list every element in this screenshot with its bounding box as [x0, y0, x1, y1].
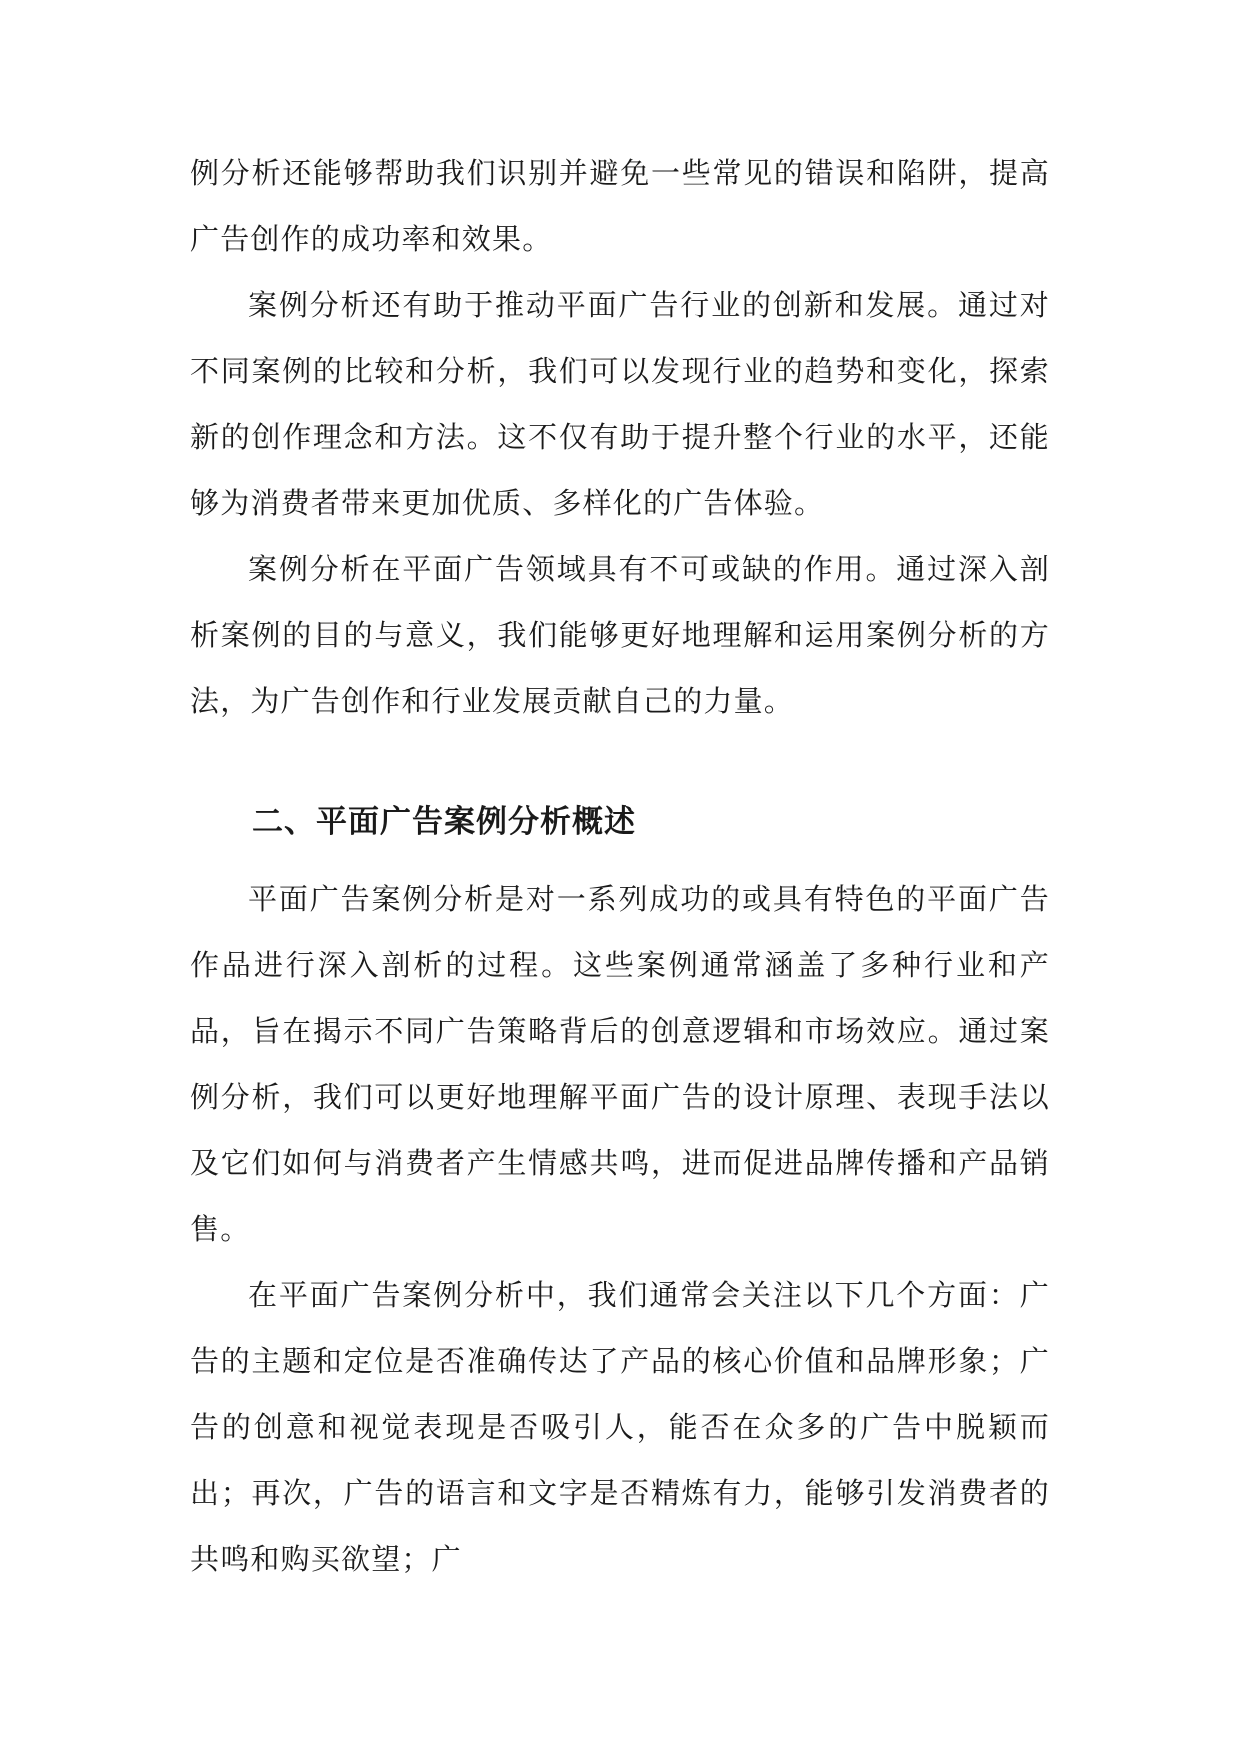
paragraph: 案例分析在平面广告领域具有不可或缺的作用。通过深入剖析案例的目的与意义，我们能够更好地理解和运用案例分析的方法，为广告创作和行业发展贡献自己的力量。: [190, 552, 1050, 718]
paragraph-continued: 例分析还能够帮助我们识别并避免一些常见的错误和陷阱，提高广告创作的成功率和效果。: [190, 156, 1050, 256]
paragraph: 案例分析还有助于推动平面广告行业的创新和发展。通过对不同案例的比较和分析，我们可以发现行业的趋势和变化，探索新的创作理念和方法。这不仅有助于提升整个行业的水平，还能够为消费者带来更加优质、多样化的广告体验。: [190, 288, 1050, 520]
section-heading: 二、平面广告案例分析概述: [252, 804, 636, 840]
document-body: [190, 140, 1050, 1592]
paragraph: 在平面广告案例分析中，我们通常会关注以下几个方面：广告的主题和定位是否准确传达了产品的核心价值和品牌形象；广告的创意和视觉表现是否吸引人，能否在众多的广告中脱颖而出；再次，广告的语言和文字是否精炼有力，能够引发消费者的共鸣和购买欲望；广: [190, 1278, 1050, 1576]
paragraph: 平面广告案例分析是对一系列成功的或具有特色的平面广告作品进行深入剖析的过程。这些案例通常涵盖了多种行业和产品，旨在揭示不同广告策略背后的创意逻辑和市场效应。通过案例分析，我们可以更好地理解平面广告的设计原理、表现手法以及它们如何与消费者产生情感共鸣，进而促进品牌传播和产品销售。: [190, 882, 1050, 1246]
